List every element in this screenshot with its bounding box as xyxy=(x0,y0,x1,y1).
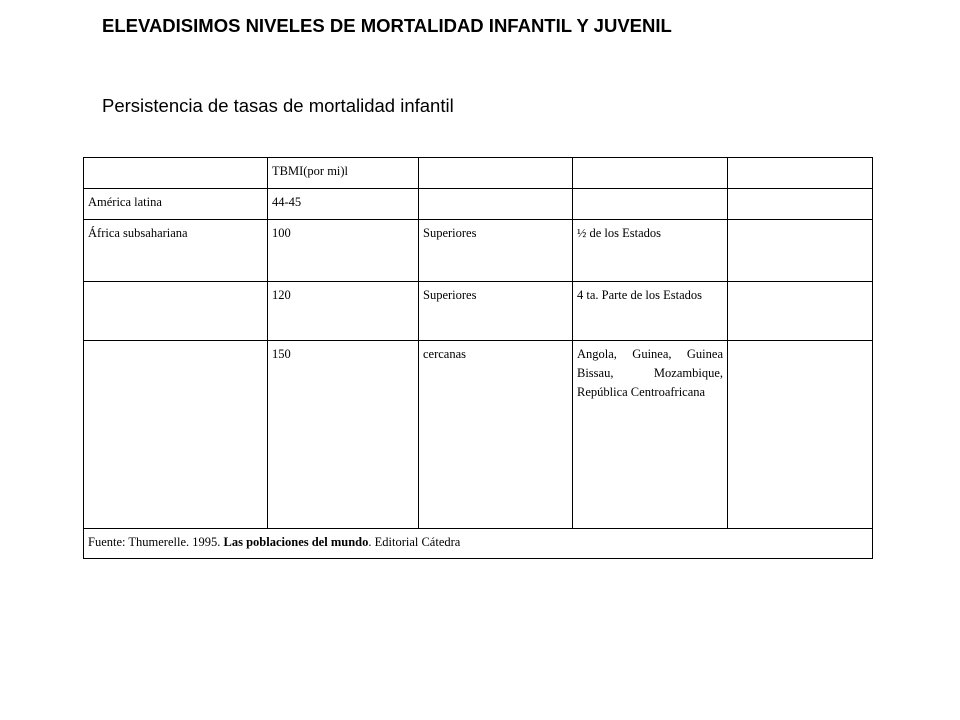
states-cell xyxy=(573,189,728,220)
comparison-cell: Superiores xyxy=(419,220,573,282)
region-cell xyxy=(84,282,268,341)
comparison-cell xyxy=(419,189,573,220)
source-suffix: . Editorial Cátedra xyxy=(368,535,461,549)
source-prefix: Fuente: Thumerelle. 1995. xyxy=(88,535,224,549)
tbmi-cell: 150 xyxy=(268,341,419,529)
table-cell xyxy=(728,220,873,282)
states-cell: Angola, Guinea, Guinea Bissau, Mozambique, República Centroafricana xyxy=(573,341,728,529)
tbmi-cell: 100 xyxy=(268,220,419,282)
page-title: ELEVADISIMOS NIVELES DE MORTALIDAD INFANTIL Y JUVENIL xyxy=(102,15,672,36)
page-subtitle: Persistencia de tasas de mortalidad infantil xyxy=(102,95,454,116)
table-cell xyxy=(728,341,873,529)
region-cell: África subsahariana xyxy=(84,220,268,282)
table-cell xyxy=(419,158,573,189)
region-cell: América latina xyxy=(84,189,268,220)
comparison-cell: cercanas xyxy=(419,341,573,529)
table-row xyxy=(84,341,873,529)
table-row xyxy=(84,282,873,341)
source-note xyxy=(84,529,873,559)
table-source-row xyxy=(84,529,873,559)
comparison-cell: Superiores xyxy=(419,282,573,341)
region-cell xyxy=(84,341,268,529)
table-header-row xyxy=(84,158,873,189)
tbmi-cell: 44-45 xyxy=(268,189,419,220)
table-cell xyxy=(573,158,728,189)
mortality-table xyxy=(83,157,873,559)
states-cell: ½ de los Estados xyxy=(573,220,728,282)
table-cell xyxy=(728,189,873,220)
table-cell xyxy=(728,158,873,189)
source-book-title: Las poblaciones del mundo xyxy=(223,535,369,549)
table-header-tbmi: TBMI(por mi)l xyxy=(268,158,419,189)
table-row xyxy=(84,189,873,220)
table-cell xyxy=(84,158,268,189)
table-row xyxy=(84,220,873,282)
tbmi-cell: 120 xyxy=(268,282,419,341)
states-cell: 4 ta. Parte de los Estados xyxy=(573,282,728,341)
table-cell xyxy=(728,282,873,341)
